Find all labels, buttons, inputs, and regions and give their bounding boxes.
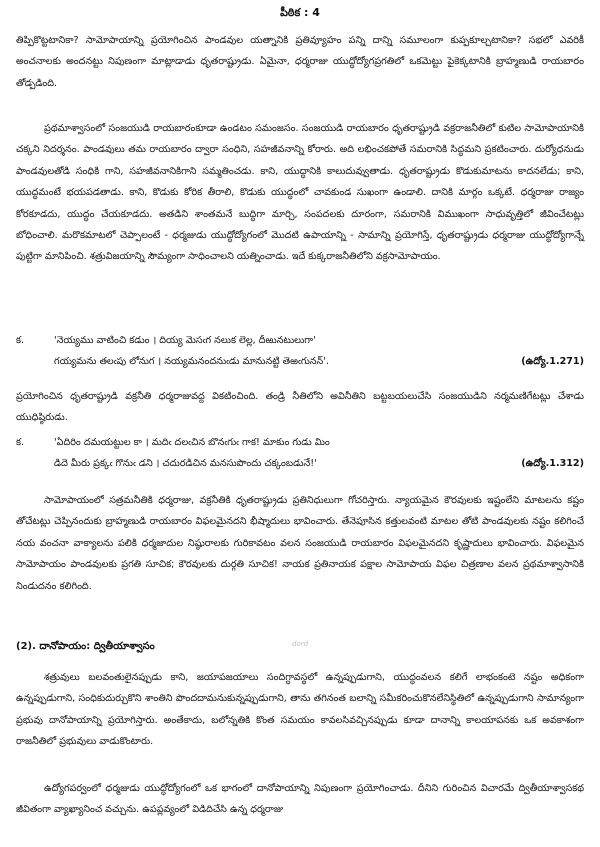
- section-heading: (2). దానోపాయం: ద్వితీయాశ్వాసం: [16, 641, 155, 652]
- verse-line: 'ఏదిరిం దమయట్టుల కా । మదిఁ దలఁచిన బొనఁగుఁ గాక! మాకుం గుడు మిం: [54, 437, 330, 448]
- verse-line: డిదె మీరు ప్రక్కఁ గొనుఁ డని । చదురడిచిన మనసుపొందు చక్కంబడునే!': [54, 458, 317, 470]
- paragraph-sanjaya-embassy: ప్రథమాశ్వాసంలో సంజయుడి రాయబారంకూడా ఉండటం సమంజసం. సంజయుడి రాయబారం ధృతరాష్ట్రుడి వక్రరాజనీతిలో కుటిల సామోపాయానికి చక్కని నిదర్శనం. పాండవులు తమ రాయబారం ద్వారా సంధిని, సహజీవనాన్ని కోరారు. అది లభించకపోతే సమరానికి సిద్ధమని ప్రకటించారు. దుర్యోధనుడు పాండవులతోడి సంధికి గాని, సహజీవనానికిగాని సమ్మతించడు. కాని, యుద్ధానికి కాలుదువ్వుతాడు. ధృతరాష్ట్రుడు కొడుకుమాటను కాదనలేడు; కాని, యుద్ధమంటే భయపడతాడు. కాని, కొడుకు కోరిక తీరాలి, కొడుకు యుద్ధంలో చావకుండ సుఖంగా ఉండాలి. దానికి మార్గం ఒక్కటే. ధర్మరాజు రాజ్యం కోరకూడదు, యుద్ధం చేయకూడదు. అతడిని శాంతమనే బుద్ధిగా మార్చి, సంపదలకు దూరంగా, సమరానికి విముఖంగా సాధువృత్తిలో జీవించేటట్లు బోధించాలి. మరొకమాటలో చెప్పాలంటే - ధర్మజుడు యుద్ధోద్యోగంలో మొదటి ఉపాయాన్ని - సామాన్ని ప్రయోగిస్తే, ధృతరాష్ట్రుడు ధర్మరాజు యుద్ధోద్యోగాన్నే పుట్టిగా మానిపించి. శత్రువిజయాన్ని సౌమ్యంగా సాధించాలని యత్నించాడు. ఇదే కుక్కరాజనీతిలోని వక్రసామోపాయం.: [16, 123, 584, 263]
- verse-lines: [54, 330, 584, 373]
- paragraph-dana-upaya: శత్రువులు బలవంతులైనప్పుడు కాని, జయాపజయాలు సందిగ్ధావస్థలో ఉన్నప్పుడుగాని, యుద్ధంవలన కలిగే లాభంకంటె నష్టం అధికంగా ఉన్నప్పుడుగాని, సంధికుదుర్చుకొని శాంతిని పొందదామనుకున్నప్పుడుగాని, తాను తగినంత బలాన్ని సమీకరించుకొనలేనిస్థితిలో ఉన్నప్పుడుగాని సామాన్యంగా ప్రభువు దానోపాయాన్ని ప్రయోగిస్తారు. అంతేకాదు, బలోన్నతికి కొంత సమయం కావలసివచ్చినప్పుడు కూడా దానాన్ని కాలయాపనకు ఒక అవకాశంగా రాజనీతిలో ప్రభువులు వాడుకొంటారు.: [16, 672, 584, 748]
- verse-block-2: [16, 432, 586, 477]
- paragraph-intro: తిప్పికొట్టటానికా? సామోపాయాన్ని ప్రయోగించిన పాండవుల యత్నానికి ప్రతివ్యూహం పన్ని దాన్ని సమూలంగా కుప్పకూల్చటానికా? సభలో ఎవరికీ అంచనాలకు అందనట్టు నిపుణంగా మాట్లాడాడు ధృతరాష్ట్రుడు. ఏమైనా, ధర్మరాజు యుద్ధోద్యోగప్రగతిలో ఒకమెట్టు పైకెక్కటానికి బ్రాహ్మణుడి రాయబారం తోడ్పడింది.: [16, 35, 584, 89]
- verse-reference: (ఉద్యో.1.312): [521, 458, 584, 469]
- verse-lines: [54, 432, 584, 475]
- paragraph-udyoga-parva: ఉద్యోగపర్వంలో ధర్మజుడు యుద్ధోద్యోగంలో ఒక భాగంలో దానోపాయాన్ని నిపుణంగా ప్రయోగించాడు. దీనిని గురించిన విచారమే ద్వితీయాశ్వాసకథ జీవితంగా వ్యాఖ్యానించ వచ్చును. ఉపప్లవ్యంలో విడిదిచేసి ఉన్న ధర్మరాజు: [16, 783, 584, 816]
- verse-marker: క.: [16, 335, 25, 346]
- scan-smudge: dord: [292, 640, 309, 648]
- verse-block-1: [16, 330, 586, 375]
- page-header: పీఠిక : 4: [280, 6, 320, 19]
- verse-marker: క.: [16, 437, 25, 448]
- paragraph-sama-upaya: సామోపాయంలో సత్రమనీతికి ధర్మరాజు, వక్రనీతికి ధృతరాష్ట్రుడు ప్రతినిధులుగా గోచరిస్తారు. న్యాయమైన కౌరవులకు ఇష్టంలేని మాటలను కష్టం తోచేటట్లు చెప్పినందుకు బ్రాహ్మణుడి రాయబారం విఫలమైనదని భీష్మాదులు భావించారు. తేనెపూసిన కత్తులవంటి మాటల తోటి పాండవులకు నష్టం కలిగించే నయ వంచనా వాక్యాలను పలికి ధర్మజాదుల నిష్ఠురాలకు గురికావటం వలన సంజయుడి రాయబారం విఫలమైనదని కృష్ణాదులు భావించారు. విఫలమైన సామోపాయం పాండవులకు ప్రగతి సూచిక; కౌరవులకు దుర్గతి సూచిక! నాయక ప్రతినాయక పక్షాల సామోపాయ విఫల చిత్రణాల వలన ప్రథమాశ్వాసానికి నిండుదనం కలిగింది.: [16, 495, 584, 592]
- verse-line: 'నెయ్యము వాటించి కడుం । దియ్య మెసఁగ నలుక లెల్ల, దీఱునటులుగా': [54, 335, 316, 346]
- verse-line: గయ్యమను తలఁపు లోనుగ । నయ్యమనందనుఁడు మానునట్టి తెఱఁగునన్'.: [54, 356, 329, 368]
- verse-reference: (ఉద్యో.1.271): [521, 356, 584, 367]
- paragraph-crooked-policy: ప్రయోగించిన ధృతరాష్ట్రుడి వక్రనీతి ధర్మరాజువద్ద వికటించింది. తండ్రి నీతిలోని అవినీతిని బట్టబయలుచేసి సంజయుడిని నర్మమణిగేటట్లు చేశాడు యుధిష్ఠిరుడు.: [16, 391, 584, 424]
